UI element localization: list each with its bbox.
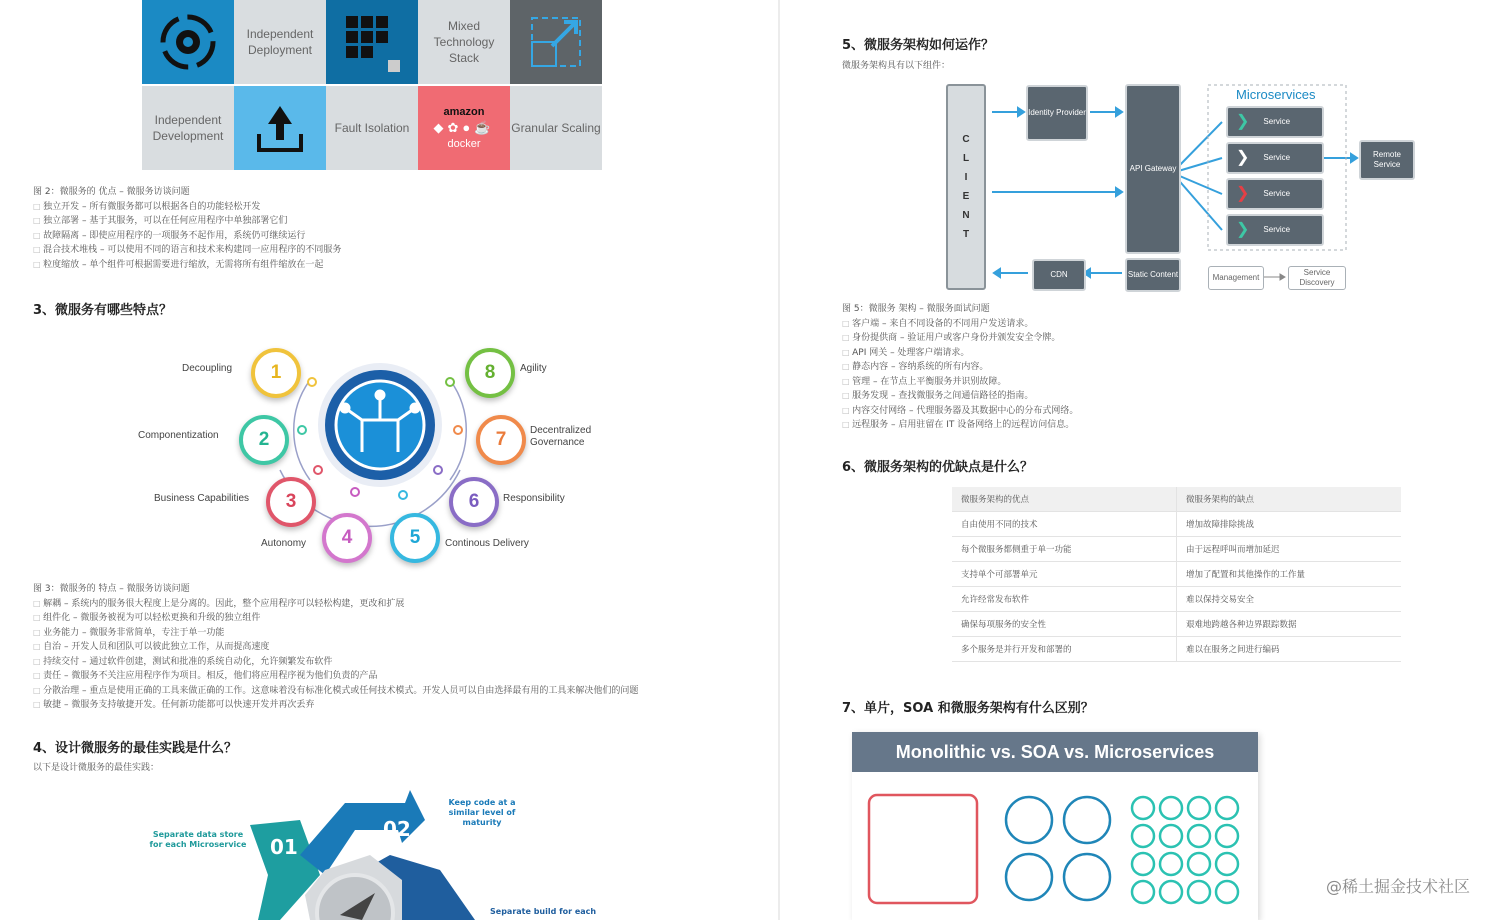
cdn-box: CDN: [1032, 259, 1086, 291]
list-item: □ 解耦 – 系统内的服务很大程度上是分离的。因此，整个应用程序可以轻松构建，更改和扩展: [33, 597, 773, 612]
fig2-benefits-grid: [142, 0, 604, 170]
number-8-badge: 8: [465, 348, 515, 398]
chevron-right-icon: ❯: [1236, 149, 1250, 166]
label-continuous-delivery: Continous Delivery: [445, 538, 529, 549]
scale-arrow-icon: [510, 0, 602, 84]
label-agility: Agility: [520, 363, 547, 374]
management-box: Management: [1208, 266, 1264, 290]
list-item: □ 独立部署 – 基于其服务，可以在任何应用程序中单独部署它们: [33, 214, 733, 229]
number-2-badge: 2: [239, 415, 289, 465]
upload-icon: [234, 86, 326, 170]
fig7-comparison-figure: [852, 732, 1258, 920]
list-item: □ 服务发现 – 查找微服务之间通信路径的指南。: [842, 389, 1502, 404]
table-cell: 多个服务是并行开发和部署的: [952, 637, 1177, 662]
fig4-best-practices-diagram: [140, 785, 610, 920]
table-cell: 确保每项服务的安全性: [952, 612, 1177, 637]
number-5-badge: 5: [390, 513, 440, 563]
fig7-title: Monolithic vs. SOA vs. Microservices: [852, 732, 1258, 772]
fig2-text: [33, 186, 733, 272]
list-item: □ 持续交付 – 通过软件创建，测试和批准的系统自动化，允许频繁发布软件: [33, 655, 773, 670]
list-item: □ 远程服务 – 启用驻留在 IT 设备网络上的远程访问信息。: [842, 418, 1502, 433]
table-cell: 难以在服务之间进行编码: [1177, 637, 1402, 662]
table-cell: 由于远程呼叫而增加延迟: [1177, 537, 1402, 562]
table-row: [952, 537, 1401, 562]
table-cell: 难以保持交易安全: [1177, 587, 1402, 612]
blocks-icon: [326, 0, 418, 84]
tile-fault-isolation: Fault Isolation: [326, 86, 418, 170]
number-1-badge: 1: [251, 348, 301, 398]
service-box: ❯ Service: [1226, 142, 1324, 174]
list-item: □ 组件化 – 微服务被视为可以轻松更换和升级的独立组件: [33, 611, 773, 626]
table-cell: 增加故障排除挑战: [1177, 512, 1402, 537]
client-letter: L: [962, 153, 970, 164]
list-item: □ 身份提供商 – 验证用户或客户身份并颁发安全令牌。: [842, 331, 1502, 346]
fig4-shapes: [140, 785, 610, 920]
table-row: [952, 562, 1401, 587]
label-componentization: Componentization: [138, 430, 219, 441]
table-cell: 自由使用不同的技术: [952, 512, 1177, 537]
list-item: □ 管理 – 在节点上平衡服务并识别故障。: [842, 375, 1502, 390]
table-header-cell: 微服务架构的优点: [952, 487, 1177, 512]
list-item: □ API 网关 – 处理客户端请求。: [842, 346, 1502, 361]
table-row: [952, 637, 1401, 662]
service-box: ❯ Service: [1226, 178, 1324, 210]
microservices-label: Microservices: [1236, 87, 1316, 102]
number-3-badge: 3: [266, 477, 316, 527]
service-box: ❯ Service: [1226, 214, 1324, 246]
client-letter: I: [964, 172, 968, 183]
chevron-right-icon: ❯: [1236, 185, 1250, 202]
table-row: [952, 512, 1401, 537]
fig7-shapes: [852, 772, 1258, 920]
chevron-right-icon: ❯: [1236, 113, 1250, 130]
list-item: □ 自治 – 开发人员和团队可以彼此独立工作，从而提高速度: [33, 640, 773, 655]
client-letter: C: [962, 134, 970, 145]
fig5-architecture-diagram: [940, 80, 1420, 295]
service-discovery-box: Service Discovery: [1288, 266, 1346, 290]
watermark: @稀土掘金技术社区: [1326, 877, 1471, 896]
number-6-badge: 6: [449, 477, 499, 527]
fig5-caption: 图 5：微服务 架构 – 微服务面试问题: [842, 304, 990, 314]
tech-logos-tile: [418, 86, 510, 170]
list-item: □ 粒度缩放 – 单个组件可根据需要进行缩放，无需将所有组件缩放在一起: [33, 258, 733, 273]
label-decoupling: Decoupling: [182, 363, 233, 374]
section5-intro: 微服务架构具有以下组件：: [842, 61, 951, 71]
client-letter: E: [962, 191, 970, 202]
label-business-capabilities: Business Capabilities: [154, 493, 250, 504]
tile-granular-scaling: Granular Scaling: [510, 86, 602, 170]
number-4-badge: 4: [322, 513, 372, 563]
tile-independent-development: Independent Development: [142, 86, 234, 170]
fig5-text: [842, 303, 1502, 433]
api-gateway-box: API Gateway: [1125, 84, 1181, 254]
list-item: □ 故障隔离 – 即使应用程序的一项服务不起作用，系统仍可继续运行: [33, 229, 733, 244]
section7-heading: 7、单片，SOA 和微服务架构有什么区别？: [842, 701, 1094, 716]
docker-logo: docker: [447, 138, 481, 150]
table-cell: 每个微服务都侧重于单一功能: [952, 537, 1177, 562]
fig3-characteristics-diagram: [120, 340, 620, 580]
table-cell: 增加了配置和其他操作的工作量: [1177, 562, 1402, 587]
amazon-logo: amazon: [443, 106, 485, 118]
table-cell: 艰难地跨越各种边界跟踪数据: [1177, 612, 1402, 637]
section4-intro: 以下是设计微服务的最佳实践：: [33, 763, 160, 773]
gears-icon: [142, 0, 234, 84]
pros-cons-table: [952, 487, 1401, 662]
tile-independent-deployment: Independent Deployment: [234, 0, 326, 84]
fig2-caption: 图 2：微服务的 优点 – 微服务访谈问题: [33, 187, 190, 197]
language-logos-icon: ◆✿●☕: [433, 120, 495, 135]
list-item: □ 业务能力 – 微服务非常简单，专注于单一功能: [33, 626, 773, 641]
label-responsibility: Responsibility: [503, 493, 565, 504]
list-item: □ 敏捷 – 微服务支持敏捷开发。任何新功能都可以快速开发并再次丢弃: [33, 698, 773, 713]
client-box: [946, 84, 986, 290]
table-row: [952, 587, 1401, 612]
static-content-box: Static Content: [1125, 258, 1181, 292]
table-row: [952, 612, 1401, 637]
label-keep-code: Keep code at a similar level of maturity: [448, 798, 516, 827]
list-item: □ 独立开发 – 所有微服务都可以根据各自的功能轻松开发: [33, 200, 733, 215]
table-cell: 支持单个可部署单元: [952, 562, 1177, 587]
remote-service-box: Remote Service: [1359, 140, 1415, 180]
fig3-text: [33, 583, 773, 713]
section3-heading: 3、微服务有哪些特点？: [33, 303, 173, 318]
list-item: □ 分散治理 – 重点是使用正确的工具来做正确的工作。这意味着没有标准化模式或任何技术模式。开发人员可以自由选择最有用的工具来解决他们的问题: [33, 684, 773, 699]
table-header-row: [952, 487, 1401, 512]
label-separate-build: Separate build for each: [490, 907, 597, 916]
badge-01: 01: [270, 835, 298, 859]
fig3-caption: 图 3：微服务的 特点 – 微服务访谈问题: [33, 584, 190, 594]
label-autonomy: Autonomy: [261, 538, 307, 549]
badge-02: 02: [383, 817, 411, 841]
client-letter: T: [962, 229, 970, 240]
list-item: □ 内容交付网络 – 代理服务器及其数据中心的分布式网络。: [842, 404, 1502, 419]
right-page: [780, 0, 1512, 920]
label-separate-data: Separate data store for each Microservice: [149, 830, 247, 849]
chevron-right-icon: ❯: [1236, 221, 1250, 238]
label-decentralized-governance: Decentralized Governance: [530, 425, 592, 448]
tile-mixed-technology: Mixed Technology Stack: [418, 0, 510, 84]
client-letter: N: [962, 210, 970, 221]
section6-heading: 6、微服务架构的优缺点是什么？: [842, 460, 1034, 475]
table-header-cell: 微服务架构的缺点: [1177, 487, 1402, 512]
list-item: □ 客户端 – 来自不同设备的不同用户发送请求。: [842, 317, 1502, 332]
section5-heading: 5、微服务架构如何运作？: [842, 38, 995, 53]
identity-provider-box: Identity Provider: [1026, 85, 1088, 141]
number-7-badge: 7: [476, 415, 526, 465]
list-item: □ 责任 – 微服务不关注应用程序作为项目。相反，他们将应用程序视为他们负责的产品: [33, 669, 773, 684]
list-item: □ 静态内容 – 容纳系统的所有内容。: [842, 360, 1502, 375]
section4-heading: 4、设计微服务的最佳实践是什么？: [33, 741, 238, 756]
list-item: □ 混合技术堆栈 – 可以使用不同的语言和技术来构建同一应用程序的不同服务: [33, 243, 733, 258]
service-box: ❯ Service: [1226, 106, 1324, 138]
table-cell: 允许经常发布软件: [952, 587, 1177, 612]
